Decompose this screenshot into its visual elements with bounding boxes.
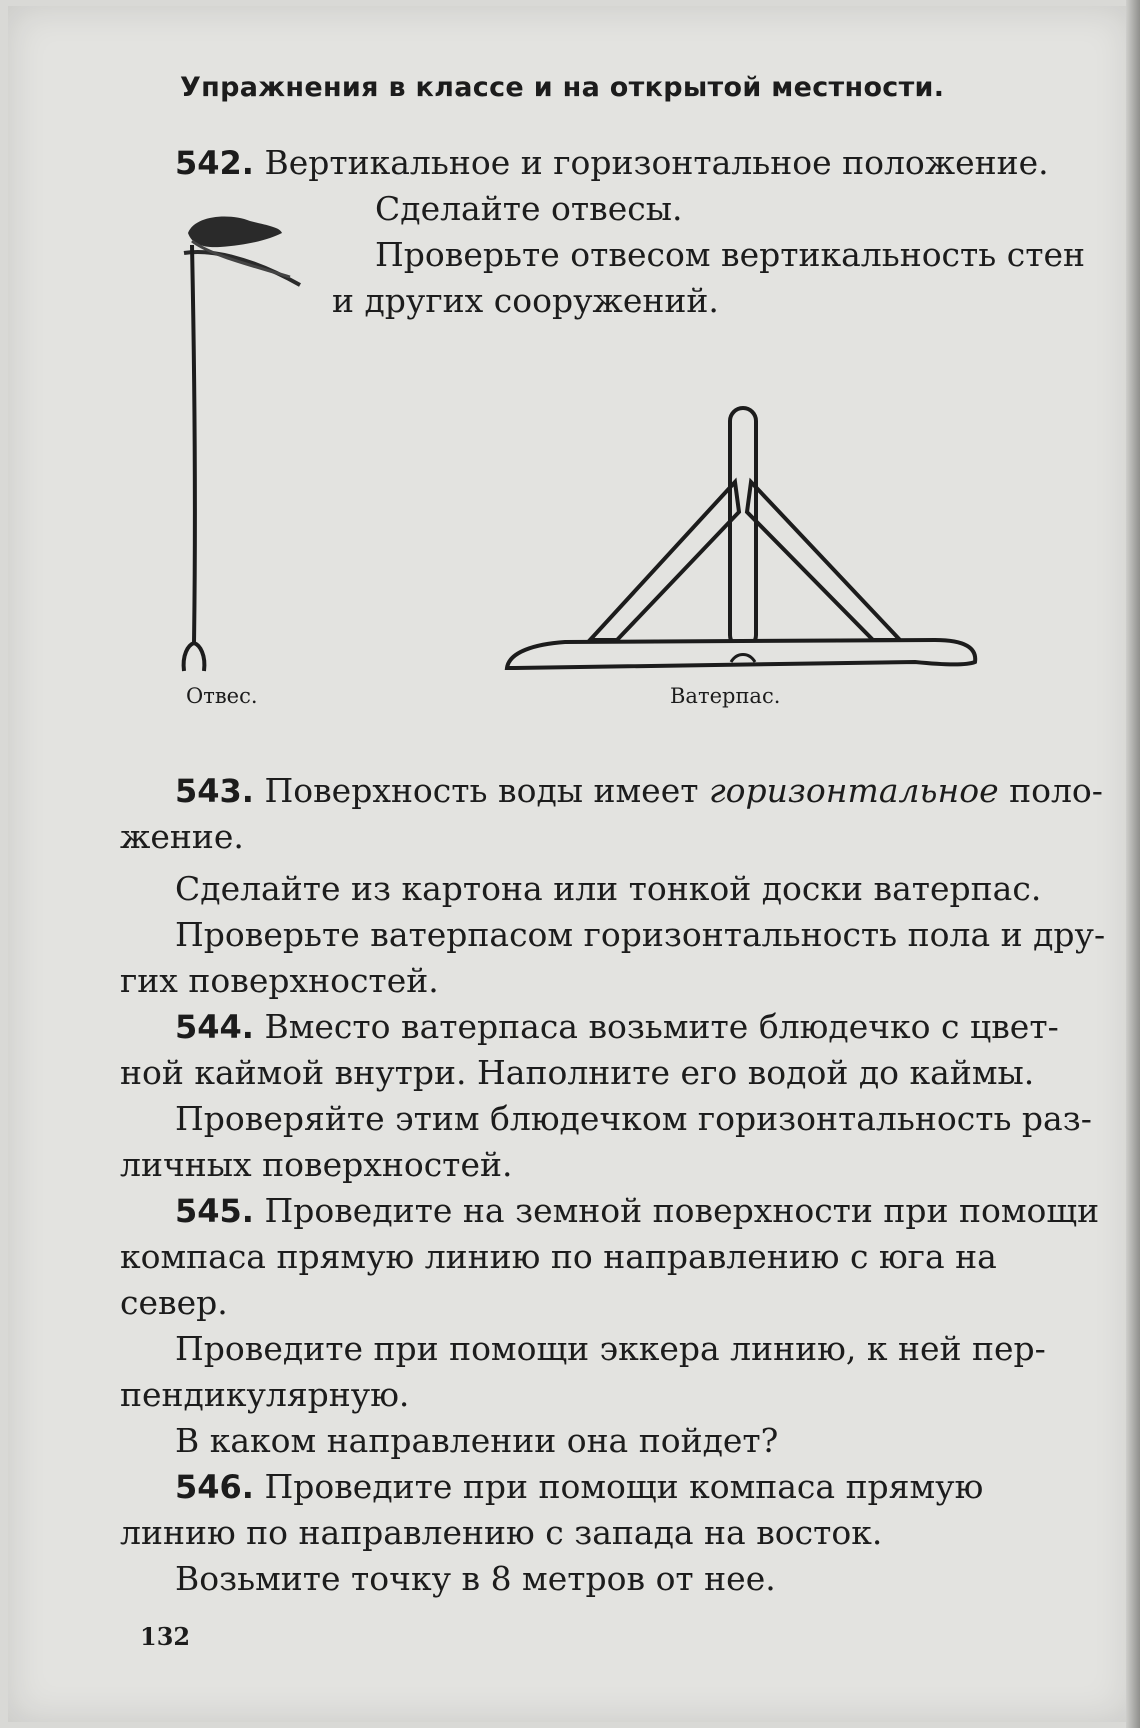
ex544-number: 544. bbox=[175, 1008, 254, 1046]
ex543-line1: 543. Поверхность воды имеет горизонтальное поло- bbox=[175, 771, 1103, 810]
plumb-bob-illustration bbox=[170, 205, 310, 675]
ex545-line4: Проведите при помощи эккера линию, к ней пер- bbox=[175, 1329, 1046, 1368]
ex542-line2: Сделайте отвесы. bbox=[375, 189, 683, 228]
ex542-line4: и других сооружений. bbox=[332, 281, 719, 320]
page-edge-shadow bbox=[1126, 0, 1140, 1728]
ex545-line3: север. bbox=[120, 1283, 228, 1322]
ex545-number: 545. bbox=[175, 1192, 254, 1230]
ex546-number: 546. bbox=[175, 1468, 254, 1506]
ex545-line1: 545. Проведите на земной поверхности при помощи bbox=[175, 1191, 1100, 1230]
ex544-line2: ной каймой внутри. Наполните его водой до каймы. bbox=[120, 1053, 1035, 1092]
ex544-line3: Проверяйте этим блюдечком горизонтальность раз- bbox=[175, 1099, 1092, 1138]
ex543-line4: Проверьте ватерпасом горизонтальность пола и дру- bbox=[175, 915, 1106, 954]
ex545-line6: В каком направлении она пойдет? bbox=[175, 1421, 779, 1460]
ex543-line2: жение. bbox=[120, 817, 244, 856]
emphasis-horizontal: горизонтальное bbox=[709, 771, 999, 810]
ex546-line2: линию по направлению с запада на восток. bbox=[120, 1513, 883, 1552]
page-number: 132 bbox=[140, 1622, 191, 1651]
ex545-line2: компаса прямую линию по направлению с юга на bbox=[120, 1237, 997, 1276]
ex542-number: 542. bbox=[175, 144, 254, 182]
ex543-number: 543. bbox=[175, 772, 254, 810]
ex544-line1: 544. Вместо ватерпаса возьмите блюдечко с цвет- bbox=[175, 1007, 1059, 1046]
section-heading: Упражнения в классе и на открытой местности. bbox=[180, 72, 945, 103]
ex542-line1: 542. Вертикальное и горизонтальное положение. bbox=[175, 143, 1049, 182]
ex542-line3: Проверьте отвесом вертикальность стен bbox=[375, 235, 1086, 274]
ex546-line3: Возьмите точку в 8 метров от нее. bbox=[175, 1559, 776, 1598]
ex544-line4: личных поверхностей. bbox=[120, 1145, 513, 1184]
ex546-line1: 546. Проведите при помощи компаса прямую bbox=[175, 1467, 984, 1506]
ex543-line5: гих поверхностей. bbox=[120, 961, 439, 1000]
caption-level: Ватерпас. bbox=[670, 684, 781, 708]
ex543-line3: Сделайте из картона или тонкой доски ватерпас. bbox=[175, 869, 1042, 908]
ex545-line5: пендикулярную. bbox=[120, 1375, 410, 1414]
caption-plumb: Отвес. bbox=[186, 684, 258, 708]
water-level-illustration bbox=[495, 400, 985, 680]
